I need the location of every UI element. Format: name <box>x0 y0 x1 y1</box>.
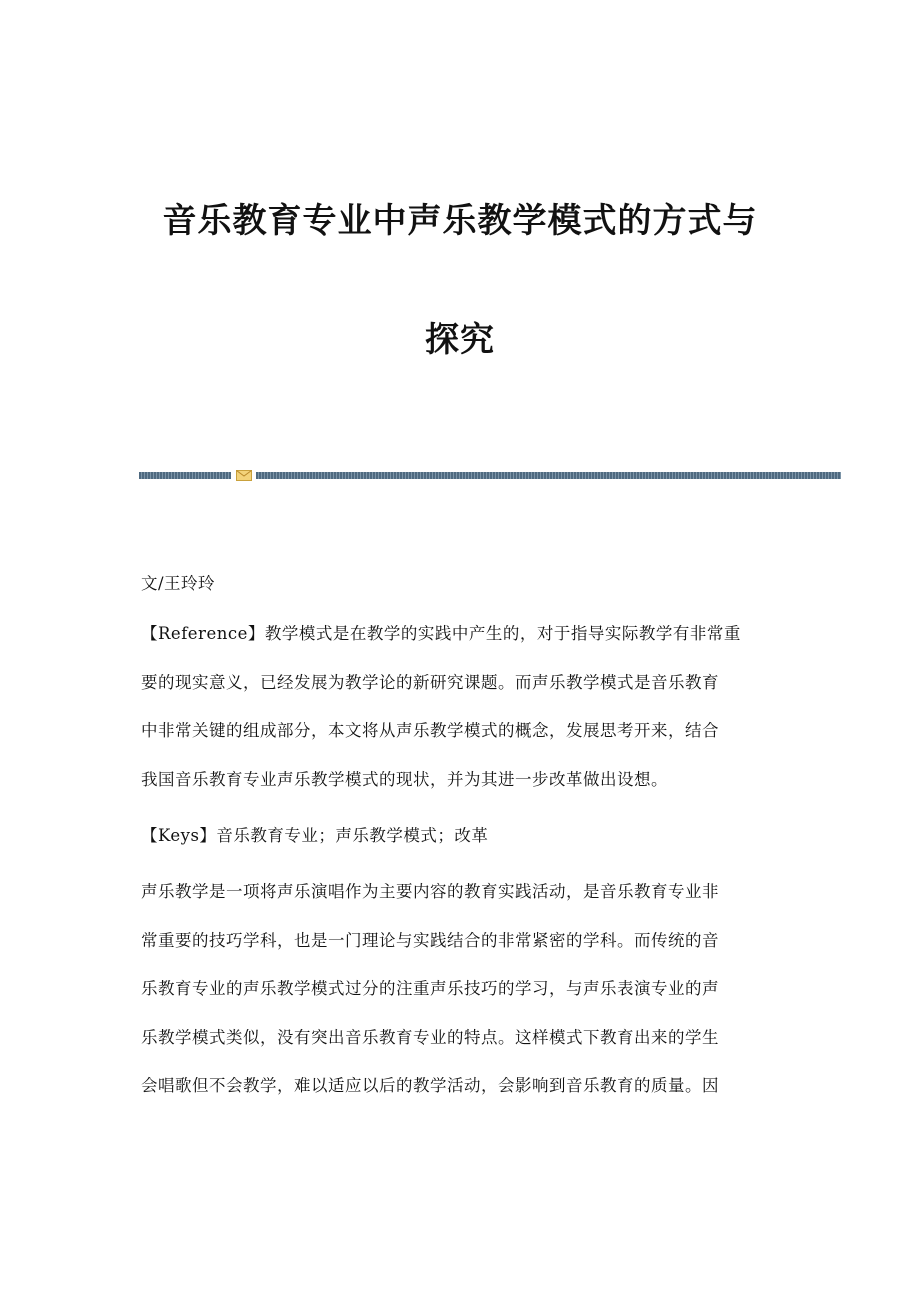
keywords-line <box>141 812 781 861</box>
body-paragraph <box>141 868 781 1111</box>
body-line: 会唱歌但不会教学，难以适应以后的教学活动，会影响到音乐教育的质量。因 <box>141 1076 719 1095</box>
divider-bar-right <box>256 472 841 479</box>
body-line: 乐教育专业的声乐教学模式过分的注重声乐技巧的学习，与声乐表演专业的声 <box>141 979 719 998</box>
divider-bar-left <box>139 472 231 479</box>
body-line: 声乐教学是一项将声乐演唱作为主要内容的教育实践活动，是音乐教育专业非 <box>141 882 719 901</box>
abstract-line: 我国音乐教育专业声乐教学模式的现状，并为其进一步改革做出设想。 <box>141 769 668 789</box>
title-divider <box>139 470 841 480</box>
keywords-text: 【Keys】音乐教育专业；声乐教学模式；改革 <box>141 826 489 845</box>
abstract-line: 中非常关键的组成部分，本文将从声乐教学模式的概念，发展思考开来，结合 <box>141 721 719 740</box>
abstract-line: 要的现实意义，已经发展为教学论的新研究课题。而声乐教学模式是音乐教育 <box>141 672 719 692</box>
body-line: 常重要的技巧学科，也是一门理论与实践结合的非常紧密的学科。而传统的音 <box>141 930 719 950</box>
document-title-line-2: 探究 <box>425 320 495 360</box>
author-text: 文/王玲玲 <box>141 574 216 593</box>
body-line: 乐教学模式类似，没有突出音乐教育专业的特点。这样模式下教育出来的学生 <box>141 1027 719 1047</box>
abstract-line: 【Reference】教学模式是在教学的实践中产生的，对于指导实际教学有非常重 <box>141 624 741 643</box>
author-line <box>141 560 781 609</box>
document-title-line-1: 音乐教育专业中声乐教学模式的方式与 <box>162 201 758 241</box>
envelope-icon <box>236 470 252 481</box>
abstract-paragraph <box>141 610 781 804</box>
